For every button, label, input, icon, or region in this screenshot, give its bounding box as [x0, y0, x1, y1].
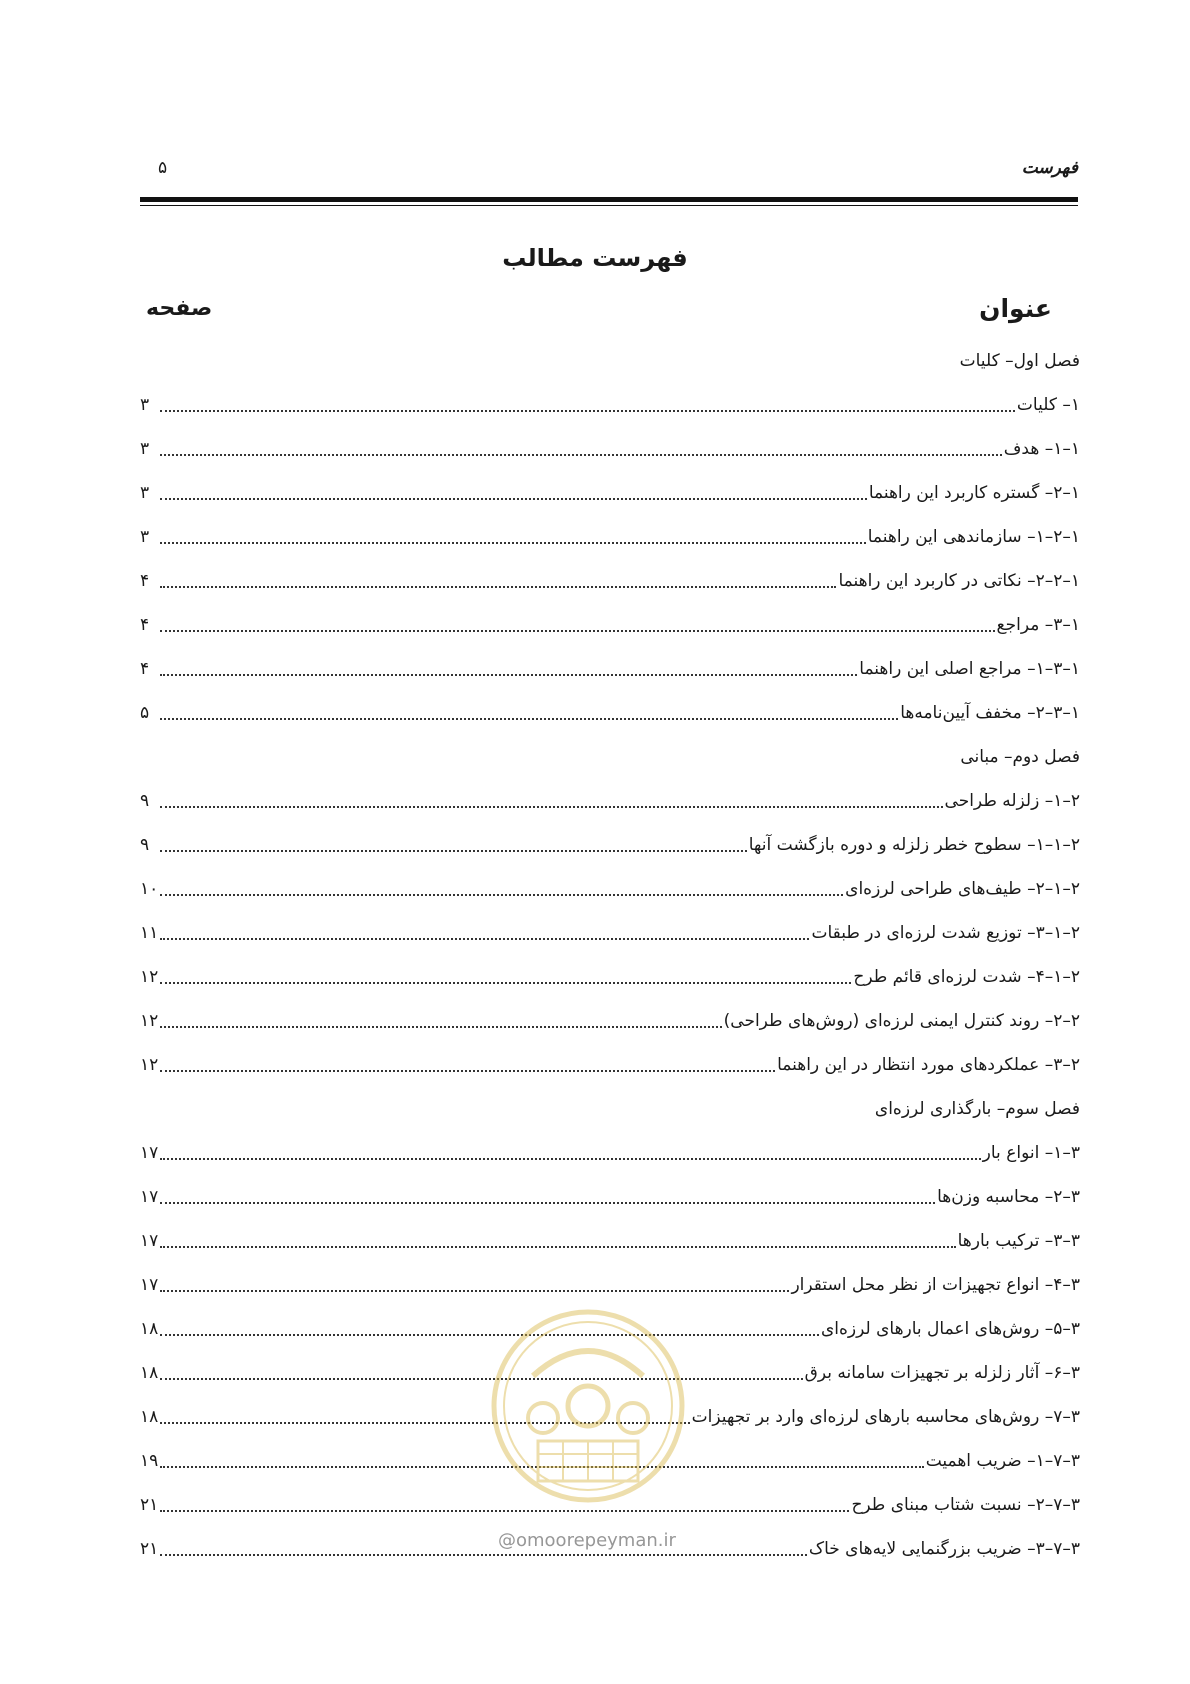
toc-dot-leader: [160, 630, 995, 632]
toc-entry-title: ۳–۷–۳– ضریب بزرگنمایی لایه‌های خاک: [808, 1539, 1080, 1559]
toc-entry-page: ۲۱: [140, 1539, 159, 1559]
toc-entry-title: فصل دوم– مبانی: [960, 747, 1080, 767]
running-title: فهرست: [1021, 158, 1078, 178]
toc-entry-title: ۱–۳– مراجع: [996, 615, 1080, 635]
toc-entry-title: ۲–۱–۴– شدت لرزه‌ای قائم طرح: [853, 967, 1080, 987]
toc-dot-leader: [160, 1422, 689, 1424]
toc-dot-leader: [160, 542, 866, 544]
toc-entry-page: ۱۲: [140, 1011, 159, 1031]
toc-entry-page: ۱۸: [140, 1319, 159, 1339]
toc-entry: [140, 604, 1080, 648]
toc-entry-page: ۱۹: [140, 1451, 159, 1471]
toc-dot-leader: [160, 1070, 775, 1072]
toc-dot-leader: [160, 806, 943, 808]
toc-entry-page: ۳: [140, 527, 150, 547]
toc-entry-title: ۳–۱– انواع بار: [982, 1143, 1080, 1163]
toc-entry-title: ۲–۱–۲– طیف‌های طراحی لرزه‌ای: [845, 879, 1080, 899]
toc-dot-leader: [160, 1510, 849, 1512]
toc-dot-leader: [160, 894, 843, 896]
toc-entry-title: ۲–۲– روند کنترل ایمنی لرزه‌ای (روش‌های طراحی): [723, 1011, 1080, 1031]
page-number: ۵: [158, 158, 168, 178]
toc-entry: [140, 516, 1080, 560]
toc-entry-page: ۱۲: [140, 1055, 159, 1075]
toc-chapter-heading: [140, 1088, 1080, 1132]
toc-entry: [140, 1176, 1080, 1220]
toc-dot-leader: [160, 850, 747, 852]
toc-entry-page: ۱۲: [140, 967, 159, 987]
toc-dot-leader: [160, 1466, 923, 1468]
toc-entry-title: ۱–۱– هدف: [1003, 439, 1080, 459]
toc-dot-leader: [160, 1334, 819, 1336]
toc-entry-title: ۳–۳– ترکیب بارها: [957, 1231, 1080, 1251]
toc-entry: [140, 1220, 1080, 1264]
toc-entry-title: ۱–۲– گستره کاربرد این راهنما: [868, 483, 1080, 503]
toc-entry-title: ۱–۲–۲– نکاتی در کاربرد این راهنما: [838, 571, 1080, 591]
toc-entry-page: ۱۸: [140, 1407, 159, 1427]
toc-dot-leader: [160, 1290, 789, 1292]
toc-entry-title: ۱–۲–۱– سازماندهی این راهنما: [867, 527, 1080, 547]
toc-dot-leader: [160, 674, 857, 676]
toc-entry-title: ۳–۴– انواع تجهیزات از نظر محل استقرار: [791, 1275, 1080, 1295]
toc-dot-leader: [160, 718, 898, 720]
toc-entry: [140, 824, 1080, 868]
toc-chapter-heading: [140, 736, 1080, 780]
toc-entry-title: ۳–۲– محاسبه وزن‌ها: [937, 1187, 1080, 1207]
toc-entry: [140, 780, 1080, 824]
toc-entry-title: فصل سوم– بارگذاری لرزه‌ای: [874, 1099, 1080, 1119]
toc-entry-page: ۱۷: [140, 1275, 159, 1295]
header-rule-thin: [140, 205, 1078, 206]
toc-list: [140, 340, 1080, 1572]
toc-entry-title: ۳–۶– آثار زلزله بر تجهیزات سامانه برق: [804, 1363, 1080, 1383]
toc-entry: [140, 868, 1080, 912]
toc-entry-page: ۱۰: [140, 879, 159, 899]
toc-entry-page: ۲۱: [140, 1495, 159, 1515]
toc-entry-page: ۱۸: [140, 1363, 159, 1383]
toc-entry-page: ۴: [140, 659, 150, 679]
toc-entry-page: ۱۱: [140, 923, 159, 943]
toc-entry: [140, 956, 1080, 1000]
toc-entry: [140, 1000, 1080, 1044]
toc-dot-leader: [160, 454, 1002, 456]
toc-entry-title: ۲–۳– عملکردهای مورد انتظار در این راهنما: [777, 1055, 1080, 1075]
toc-entry: [140, 472, 1080, 516]
toc-entry-page: ۵: [140, 703, 150, 723]
toc-entry-page: ۹: [140, 791, 150, 811]
toc-entry-title: ۳–۷–۱– ضریب اهمیت: [925, 1451, 1080, 1471]
toc-entry: [140, 384, 1080, 428]
toc-entry: [140, 1308, 1080, 1352]
toc-entry: [140, 1396, 1080, 1440]
toc-dot-leader: [160, 498, 867, 500]
toc-dot-leader: [160, 938, 809, 940]
toc-dot-leader: [160, 1246, 955, 1248]
toc-entry: [140, 1044, 1080, 1088]
toc-title: فهرست مطالب: [502, 244, 688, 272]
toc-entry: [140, 1352, 1080, 1396]
toc-dot-leader: [160, 1026, 721, 1028]
toc-column-page: صفحه: [146, 296, 213, 321]
toc-dot-leader: [160, 1554, 807, 1556]
toc-entry-page: ۱۷: [140, 1231, 159, 1251]
toc-column-title: عنوان: [979, 294, 1052, 323]
toc-entry: [140, 692, 1080, 736]
toc-entry-page: ۹: [140, 835, 150, 855]
toc-entry: [140, 560, 1080, 604]
toc-entry-title: ۳–۷– روش‌های محاسبه بارهای لرزه‌ای وارد بر تجهیزات: [691, 1407, 1080, 1427]
toc-entry: [140, 648, 1080, 692]
toc-entry: [140, 912, 1080, 956]
watermark-text: @omoorepeyman.ir: [498, 1530, 676, 1551]
toc-entry-title: ۲–۱– زلزله طراحی: [944, 791, 1080, 811]
toc-entry: [140, 1264, 1080, 1308]
header-rule-thick: [140, 197, 1078, 202]
toc-dot-leader: [160, 586, 836, 588]
toc-entry-title: ۱–۳–۲– مخفف آیین‌نامه‌ها: [900, 703, 1080, 723]
toc-entry: [140, 428, 1080, 472]
toc-entry-page: ۱۷: [140, 1143, 159, 1163]
toc-entry-title: ۱–۳–۱– مراجع اصلی این راهنما: [859, 659, 1080, 679]
toc-entry-title: ۲–۱–۳– توزیع شدت لرزه‌ای در طبقات: [811, 923, 1080, 943]
toc-entry-page: ۴: [140, 615, 150, 635]
toc-dot-leader: [160, 1158, 980, 1160]
toc-dot-leader: [160, 982, 851, 984]
toc-chapter-heading: [140, 340, 1080, 384]
toc-entry-page: ۱۷: [140, 1187, 159, 1207]
toc-entry: [140, 1484, 1080, 1528]
toc-entry-title: ۳–۷–۲– نسبت شتاب مبنای طرح: [851, 1495, 1080, 1515]
toc-entry-page: ۴: [140, 571, 150, 591]
toc-entry-title: ۲–۱–۱– سطوح خطر زلزله و دوره بازگشت آنها: [748, 835, 1080, 855]
toc-dot-leader: [160, 1202, 935, 1204]
toc-entry-page: ۳: [140, 439, 150, 459]
toc-entry: [140, 1132, 1080, 1176]
page-header: [140, 158, 1078, 188]
toc-entry-title: فصل اول– کلیات: [959, 351, 1080, 371]
toc-dot-leader: [160, 410, 1015, 412]
toc-entry-title: ۱– کلیات: [1016, 395, 1080, 415]
toc-dot-leader: [160, 1378, 802, 1380]
toc-entry-page: ۳: [140, 395, 150, 415]
toc-entry: [140, 1440, 1080, 1484]
toc-entry-title: ۳–۵– روش‌های اعمال بارهای لرزه‌ای: [820, 1319, 1080, 1339]
toc-entry-page: ۳: [140, 483, 150, 503]
